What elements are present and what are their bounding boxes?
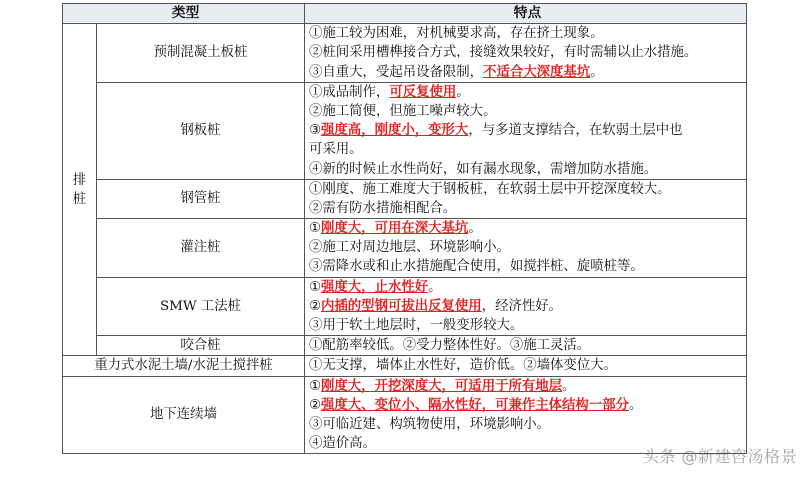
table-row [63, 336, 747, 356]
table-row [63, 179, 747, 218]
feature-text: 。 [468, 221, 482, 237]
feature-text: ①刚度、施工难度大于钢板桩，在软弱土层中开挖深度较大。 [309, 181, 671, 197]
retaining-structure-table [62, 3, 747, 454]
feature-text: ③用于软土地层时，一般变形较大。 [309, 318, 524, 334]
highlighted-text: 刚度大，开挖深度大，可适用于所有地层 [321, 377, 563, 394]
highlighted-text: 可反复使用 [389, 83, 457, 100]
feature-line [309, 140, 746, 159]
group-label-char: 排 [72, 172, 87, 188]
feature-line [309, 121, 746, 140]
feature-text: ① [309, 221, 322, 237]
features-cell [305, 277, 747, 336]
type-cell: 地下连续墙 [63, 376, 305, 454]
header-type: 类型 [63, 4, 305, 24]
feature-text: ④新的时候止水性尚好，如有漏水现象，需增加防水措施。 [309, 161, 658, 177]
feature-line [309, 63, 746, 82]
feature-text: 可采用。 [309, 142, 363, 158]
feature-text: ②需有防水措施相配合。 [309, 200, 457, 216]
feature-text: 。 [562, 378, 576, 394]
feature-text: 。 [590, 64, 604, 80]
highlighted-text: 强度大、变位小、隔水性好，可兼作主体结构一部分 [321, 396, 629, 413]
table-row [63, 219, 747, 278]
feature-line [309, 316, 746, 335]
feature-line [309, 297, 746, 316]
group-label-char: 桩 [72, 191, 87, 207]
table-row [63, 376, 747, 454]
feature-text: ①成品制作， [309, 84, 390, 100]
feature-text: ① [309, 378, 322, 394]
feature-text: ③需降水或和止水措施配合使用，如搅拌桩、旋喷桩等。 [309, 259, 644, 275]
feature-text: ①配筋率较低。②受力整体性好。③施工灵活。 [309, 338, 591, 354]
feature-text: ②桩间采用槽榫接合方式，接缝效果较好，有时需辅以止水措施。 [309, 45, 698, 61]
type-cell: 钢板桩 [97, 82, 305, 179]
feature-text: ② [309, 397, 322, 413]
feature-line [309, 219, 746, 238]
feature-text: 。 [456, 84, 470, 100]
feature-text: ②施工对周边地层、环境影响小。 [309, 240, 510, 256]
feature-line [309, 180, 746, 199]
group-label-pile-row [63, 24, 97, 356]
feature-line [309, 199, 746, 218]
type-cell: 灌注桩 [97, 219, 305, 278]
feature-line [309, 377, 746, 396]
highlighted-text: 内插的型钢可拔出反复使用 [321, 297, 482, 314]
feature-line [309, 415, 746, 434]
feature-text: ③自重大，受起吊设备限制， [309, 64, 484, 80]
type-cell: 咬合桩 [97, 336, 305, 356]
feature-text: ③可临近建、构筑物使用，环境影响小。 [309, 416, 551, 432]
feature-text: ① [309, 279, 322, 295]
table-row [63, 356, 747, 376]
highlighted-text: 刚度大，可用在深大基坑 [321, 220, 469, 237]
feature-line [309, 257, 746, 276]
feature-text: ①无支撑，墙体止水性好，造价低。②墙体变位大。 [309, 358, 617, 374]
feature-text: 。 [428, 279, 442, 295]
type-cell: 预制混凝土板桩 [97, 24, 305, 83]
feature-line [309, 160, 746, 179]
type-cell: 重力式水泥土墙/水泥土搅拌桩 [63, 356, 305, 376]
header-features: 特点 [305, 4, 747, 24]
highlighted-text: 不适合大深度基坑 [483, 63, 591, 80]
type-cell: SMW 工法桩 [97, 277, 305, 336]
table-row [63, 24, 747, 83]
highlighted-text: 强度高，刚度小，变形大 [321, 122, 469, 139]
feature-text: 。 [629, 397, 643, 413]
feature-line [309, 278, 746, 297]
feature-text: ①施工较为困难，对机械要求高，存在挤土现象。 [309, 26, 604, 42]
feature-line [309, 83, 746, 102]
features-cell [305, 179, 747, 218]
feature-text: ② [309, 298, 322, 314]
table-row [63, 82, 747, 179]
table-row [63, 277, 747, 336]
feature-line [309, 43, 746, 62]
table-header-row [63, 4, 747, 24]
watermark: 头条 @新建咨汤格景 [642, 447, 797, 466]
features-cell [305, 82, 747, 179]
highlighted-text: 强度大，止水性好 [321, 278, 429, 295]
features-cell [305, 336, 747, 356]
feature-line [309, 396, 746, 415]
features-cell [305, 356, 747, 376]
feature-text: ，经济性好。 [481, 298, 563, 314]
feature-text: ②施工简便，但施工噪声较大。 [309, 103, 497, 119]
feature-text: ④造价高。 [309, 436, 376, 452]
features-cell [305, 219, 747, 278]
feature-line [309, 356, 746, 375]
type-cell: 钢管桩 [97, 179, 305, 218]
features-cell [305, 376, 747, 454]
feature-line [309, 102, 746, 121]
feature-line [309, 238, 746, 257]
feature-text: ③ [309, 123, 322, 139]
feature-line [309, 336, 746, 355]
feature-text: ，与多道支撑结合，在软弱土层中也 [468, 123, 683, 139]
feature-line [309, 24, 746, 43]
features-cell [305, 24, 747, 83]
